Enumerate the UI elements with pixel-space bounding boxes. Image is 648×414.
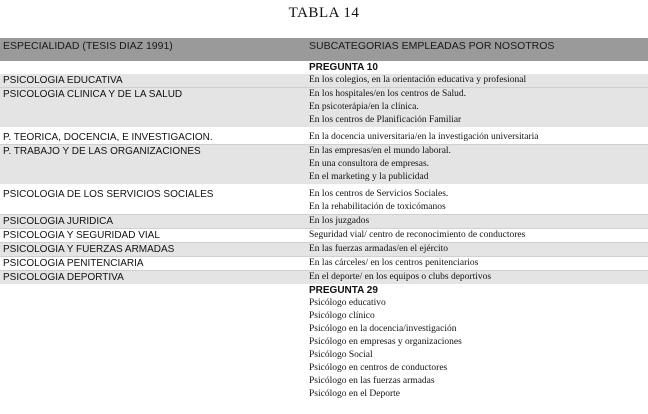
especialidad-cell: PSICOLOGIA Y SEGURIDAD VIAL — [3, 230, 160, 241]
especialidad-cell: PSICOLOGIA Y FUERZAS ARMADAS — [3, 244, 175, 255]
subcategoria-line: En el deporte/ en los equipos o clubs deportivos — [309, 272, 492, 282]
subcategoria-line: En las empresas/en el mundo laboral. — [309, 146, 451, 156]
subcategoria-line: En la rehabilitación de toxicómanos — [309, 202, 446, 212]
especialidad-cell: PSICOLOGIA CLINICA Y DE LA SALUD — [3, 89, 183, 100]
pregunta-10-label: PREGUNTA 10 — [309, 62, 378, 73]
table-row — [0, 256, 648, 270]
pregunta-29-item: Psicólogo en la docencia/investigación — [309, 324, 457, 334]
subcategoria-line: En los centros de Planificación Familiar — [309, 115, 462, 125]
subcategoria-line: En los hospitales/en los centros de Salud. — [309, 89, 466, 99]
subcategoria-line: En el marketing y la publicidad — [309, 172, 429, 182]
pregunta-29-item: Psicólogo clínico — [309, 311, 375, 321]
pregunta-29-item: Psicólogo Social — [309, 350, 373, 360]
pregunta-29-item: Psicólogo en centros de conductores — [309, 363, 448, 373]
table-title: TABLA 14 — [288, 5, 360, 21]
subcategoria-line: En la docencia universitaria/en la investigación universitaria — [309, 132, 539, 142]
subcategoria-line: En las cárceles/ en los centros penitenciarios — [309, 258, 479, 268]
pregunta-10-row — [0, 61, 648, 74]
table-row — [0, 87, 648, 127]
especialidad-cell: PSICOLOGIA JURIDICA — [3, 216, 114, 227]
subcategoria-line: En los colegios, en la orientación educativa y profesional — [309, 75, 527, 85]
pregunta-29-block — [0, 284, 648, 401]
subcategoria-line: En los juzgados — [309, 216, 370, 226]
pregunta-29-item: Psicólogo en las fuerzas armadas — [309, 376, 435, 386]
especialidad-cell: P. TRABAJO Y DE LAS ORGANIZACIONES — [3, 146, 201, 157]
subcategoria-line: En las fuerzas armadas/en el ejército — [309, 244, 448, 254]
table-row — [0, 131, 648, 144]
table-row — [0, 74, 648, 87]
subcategoria-line: En los centros de Servicios Sociales. — [309, 189, 449, 199]
subcategoria-line: En una consultora de empresas. — [309, 159, 430, 169]
table-row — [0, 242, 648, 256]
pregunta-29-item: Psicólogo en empresas y organizaciones — [309, 337, 462, 347]
especialidad-cell: PSICOLOGIA DEPORTIVA — [3, 272, 124, 283]
table-header — [0, 38, 648, 61]
subcategoria-line: En psicoterápia/en la clínica. — [309, 102, 419, 112]
table-row — [0, 270, 648, 284]
pregunta-29-item: Psicólogo en el Deporte — [309, 389, 401, 399]
table-row — [0, 144, 648, 184]
table-row — [0, 188, 648, 214]
especialidad-cell: PSICOLOGIA DE LOS SERVICIOS SOCIALES — [3, 189, 214, 200]
especialidad-cell: PSICOLOGIA EDUCATIVA — [3, 75, 123, 86]
especialidad-cell: PSICOLOGIA PENITENCIARIA — [3, 258, 144, 269]
especialidad-cell: P. TEORICA, DOCENCIA, E INVESTIGACION. — [3, 132, 213, 143]
header-especialidad: ESPECIALIDAD (TESIS DIAZ 1991) — [3, 40, 173, 52]
specialty-table — [0, 38, 648, 401]
table-row — [0, 214, 648, 228]
pregunta-29-item: Psicólogo educativo — [309, 298, 386, 308]
subcategoria-line: Seguridad vial/ centro de reconocimiento de conductores — [309, 230, 526, 240]
pregunta-29-label: PREGUNTA 29 — [309, 285, 378, 296]
header-subcategorias: SUBCATEGORIAS EMPLEADAS POR NOSOTROS — [309, 40, 555, 52]
table-row — [0, 228, 648, 242]
